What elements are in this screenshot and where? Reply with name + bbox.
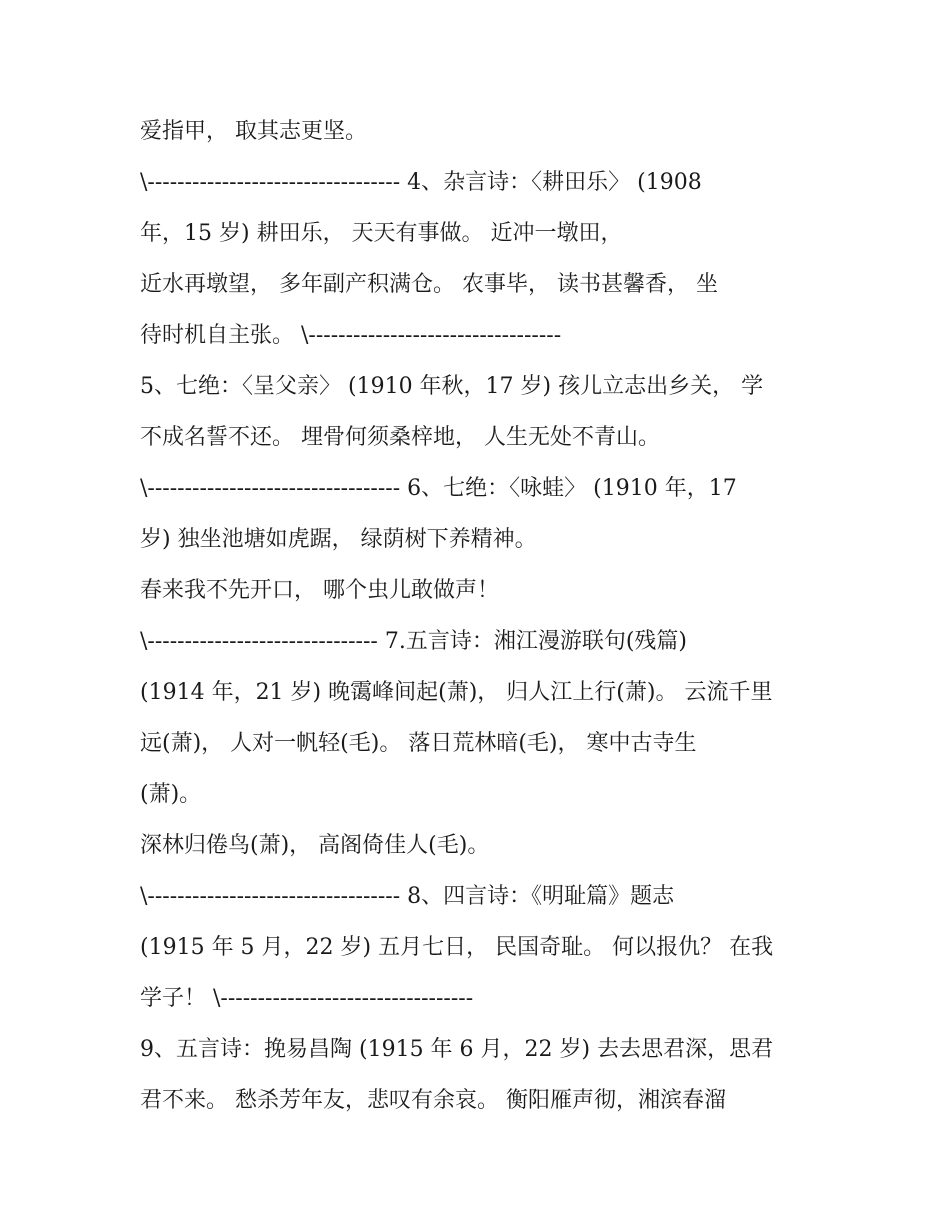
text-line: 近水再墩望， 多年副产积满仓。 农事毕， 读书甚馨香， 坐 <box>140 272 718 297</box>
text-line: 待时机自主张。 \---------------------------------- <box>140 323 562 348</box>
text-line: \---------------------------------- 4、杂言诗：〈耕田乐〉 (1908 <box>140 170 702 195</box>
text-line: 深林归倦鸟(萧)， 高阁倚佳人(毛)。 <box>140 833 490 858</box>
text-line: 5、七绝：〈呈父亲〉 (1910 年秋，17 岁) 孩儿立志出乡关， 学 <box>140 374 764 399</box>
text-line: \---------------------------------- 6、七绝：〈咏蛙〉 (1910 年，17 <box>140 476 737 501</box>
text-line: 不成名誓不还。 埋骨何须桑梓地， 人生无处不青山。 <box>140 425 660 450</box>
text-line: (1914 年，21 岁) 晚霭峰间起(萧)， 归人江上行(萧)。 云流千里 <box>140 680 773 705</box>
text-line: 春来我不先开口， 哪个虫儿敢做声！ <box>140 578 499 603</box>
text-line: \------------------------------- 7.五言诗：湘江漫游联句(残篇) <box>140 629 688 654</box>
text-line: 9、五言诗：挽易昌陶 (1915 年 6 月，22 岁) 去去思君深，思君 <box>140 1037 774 1062</box>
text-line: (1915 年 5 月，22 岁) 五月七日， 民国奇耻。 何以报仇？ 在我 <box>140 935 774 960</box>
text-line: 学子！ \---------------------------------- <box>140 986 474 1011</box>
text-line: 远(萧)， 人对一帆轻(毛)。 落日荒林暗(毛)， 寒中古寺生 <box>140 731 697 756</box>
text-line: 君不来。 愁杀芳年友，悲叹有余哀。 衡阳雁声彻，湘滨春溜 <box>140 1088 726 1113</box>
text-line: 爱指甲， 取其志更坚。 <box>140 119 367 144</box>
text-line: 年，15 岁) 耕田乐， 天天有事做。 近冲一墩田， <box>140 221 623 246</box>
poem-text-block <box>140 106 830 1126</box>
text-line: (萧)。 <box>140 782 202 807</box>
text-line: \---------------------------------- 8、四言诗：《明耻篇》题志 <box>140 884 675 909</box>
text-line: 岁) 独坐池塘如虎踞， 绿荫树下养精神。 <box>140 527 537 552</box>
